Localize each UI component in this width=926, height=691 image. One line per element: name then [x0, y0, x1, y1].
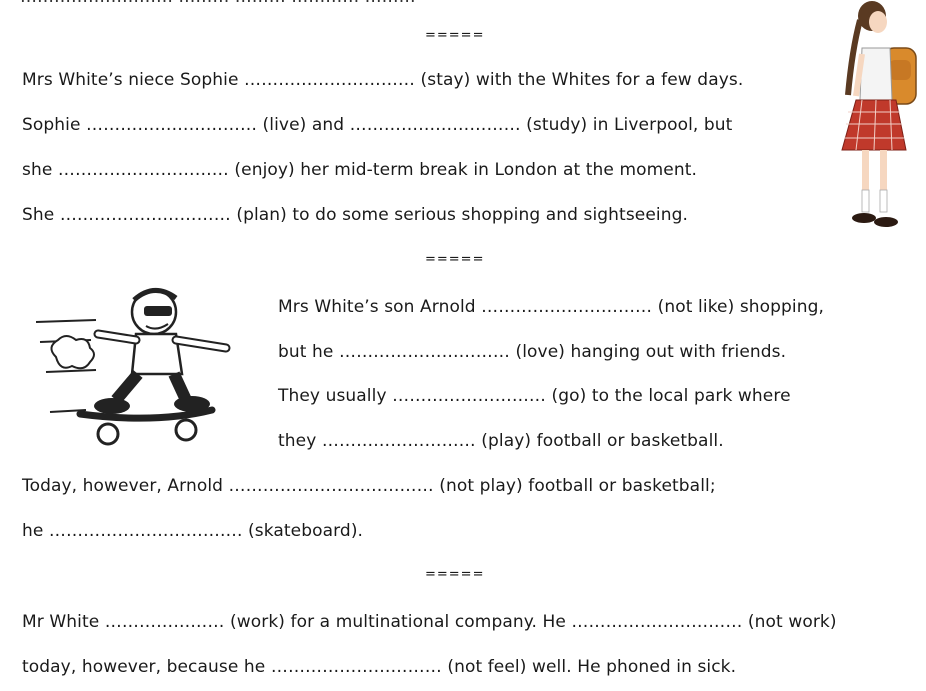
sentence-line: she ………………………… (enjoy) her mid-term break in London at the moment. [22, 160, 697, 180]
separator: ===== [425, 28, 485, 43]
sentence-line: Mr White ………………… (work) for a multinational company. He ………………………… (not work) [22, 612, 837, 632]
schoolgirl-illustration [834, 0, 922, 232]
separator: ===== [425, 252, 485, 267]
sentence-line: today, however, because he ………………………… (not feel) well. He phoned in sick. [22, 657, 737, 677]
separator: ===== [425, 567, 485, 582]
cut-off-top-line [20, 0, 416, 7]
sentence-line: they ……………………… (play) football or basketball. [278, 431, 724, 451]
sentence-line: but he ………………………… (love) hanging out with friends. [278, 342, 787, 362]
sentence-line: She ………………………… (plan) to do some serious shopping and sightseeing. [22, 205, 688, 225]
sentence-line: he ……………………………. (skateboard). [22, 521, 364, 541]
sentence-line: Mrs White’s son Arnold ………………………… (not like) shopping, [278, 297, 825, 317]
sentence-line: They usually ……………………… (go) to the local park where [278, 386, 791, 406]
sentence-line: Sophie ………………………… (live) and ………………………… (study) in Liverpool, but [22, 115, 733, 135]
sentence-line: Mrs White’s niece Sophie ………………………… (stay) with the Whites for a few days. [22, 70, 744, 90]
skateboard-boy-illustration [36, 282, 246, 452]
sentence-line: Today, however, Arnold ……………………………… (not play) football or basketball; [22, 476, 716, 496]
